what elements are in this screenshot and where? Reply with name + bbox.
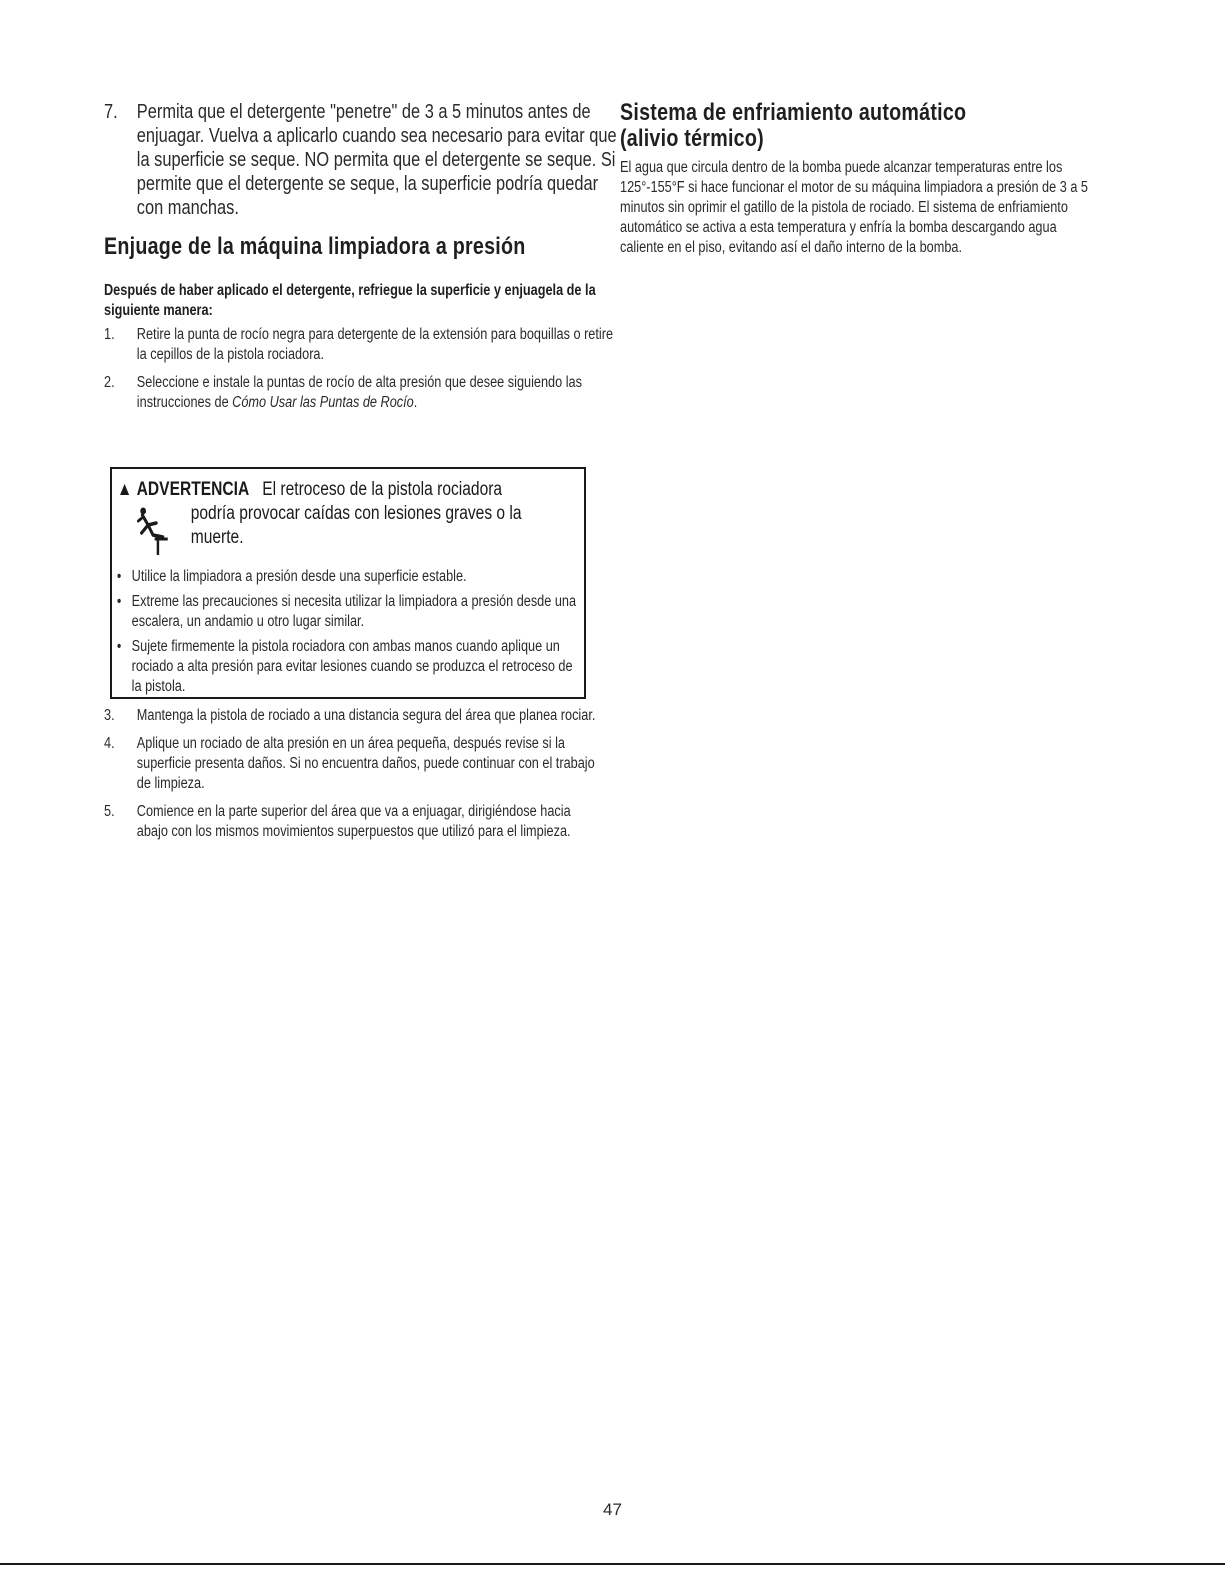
step-7	[104, 100, 621, 220]
warning-label: ADVERTENCIA	[136, 479, 250, 500]
section-heading-rinse: Enjuage de la máquina limpiadora a presión	[104, 233, 526, 260]
bullet-text: Utilice la limpiadora a presión desde una superficie estable.	[131, 568, 467, 585]
page-number: 47	[603, 1500, 622, 1519]
warning-bullet	[117, 637, 576, 697]
warning-bullet	[117, 567, 576, 587]
section-heading-cooling	[620, 100, 1104, 152]
cooling-paragraph: El agua que circula dentro de la bomba puede alcanzar temperaturas entre los 125°-155°F si hace funcionar el motor de su máquina limpiadora a presión de 3 a 5 minutos sin oprimir el gatillo de la pistola de rociado. El sistema de enfriamiento automático se activa a esta temperatura y enfría la bomba descargando agua caliente en el piso, evitando así el daño interno de la bomba.	[620, 159, 1089, 256]
bullet-dot: •	[116, 568, 122, 585]
step-1	[104, 325, 621, 365]
step-text-reference: Cómo Usar las Puntas de Rocío	[232, 394, 414, 411]
step-text: Permita que el detergente "penetre" de 3 a 5 minutos antes de enjuagar. Vuelva a aplicarlo cuando sea necesario para evitar que la superficie se seque. NO permita que el detergente se seque. Si permite que el detergente se seque, la superficie podría quedar con manchas.	[136, 101, 617, 219]
step-number: 4.	[104, 735, 115, 752]
warning-bullet	[117, 592, 576, 632]
warning-box	[110, 467, 586, 699]
step-3	[104, 706, 603, 726]
bottom-rule	[0, 1563, 1225, 1565]
left-column-lower	[104, 706, 614, 842]
step-text: Mantenga la pistola de rociado a una distancia segura del área que planea rociar.	[136, 707, 596, 724]
warning-triangle-icon: ▲	[116, 479, 133, 500]
heading-line-1: Sistema de enfriamiento automático	[620, 99, 967, 126]
fall-hazard-icon	[135, 505, 171, 557]
step-number: 5.	[104, 803, 115, 820]
warning-bullets	[117, 567, 576, 697]
step-number: 7.	[104, 101, 118, 123]
bullet-text: Sujete firmemente la pistola rociadora con ambas manos cuando aplique un rociado a alta presión para evitar lesiones cuando se produzca el retroceso de la pistola.	[131, 638, 573, 695]
heading-line-2: (alivio térmico)	[620, 125, 764, 152]
step-text	[137, 373, 621, 413]
step-text: Comience en la parte superior del área que va a enjuagar, dirigiéndose hacia abajo con los mismos movimientos superpuestos que utilizó para el limpieza.	[136, 803, 571, 840]
warning-header	[117, 478, 576, 502]
warning-first-line: El retroceso de la pistola rociadora	[262, 479, 503, 500]
step-text-tail: .	[413, 394, 418, 411]
step-text: Retire la punta de rocío negra para detergente de la extensión para boquillas o retire la cepillos de la pistola rociadora.	[136, 326, 614, 363]
right-column	[620, 100, 1140, 258]
lead-paragraph: Después de haber aplicado el detergente, refriegue la superficie y enjuagela de la siguiente manera:	[104, 282, 596, 319]
bullet-dot: •	[116, 638, 122, 655]
warning-continuation: podría provocar caídas con lesiones graves o la muerte.	[190, 503, 522, 548]
step-text: Aplique un rociado de alta presión en un área pequeña, después revise si la superficie presenta daños. Si no encuentra daños, puede continuar con el trabajo de limpieza.	[136, 735, 595, 792]
step-number: 1.	[104, 326, 115, 343]
bullet-text: Extreme las precauciones si necesita utilizar la limpiadora a presión desde una escalera, un andamio u otro lugar similar.	[131, 593, 577, 630]
step-text-main: Seleccione e instale la puntas de rocío de alta presión que desee siguiendo las instrucciones de	[136, 374, 582, 411]
step-number: 2.	[104, 374, 115, 391]
step-4	[104, 734, 603, 794]
step-2	[104, 373, 621, 413]
step-5	[104, 802, 603, 842]
left-column	[104, 100, 617, 413]
step-number: 3.	[104, 707, 115, 724]
bullet-dot: •	[116, 593, 122, 610]
